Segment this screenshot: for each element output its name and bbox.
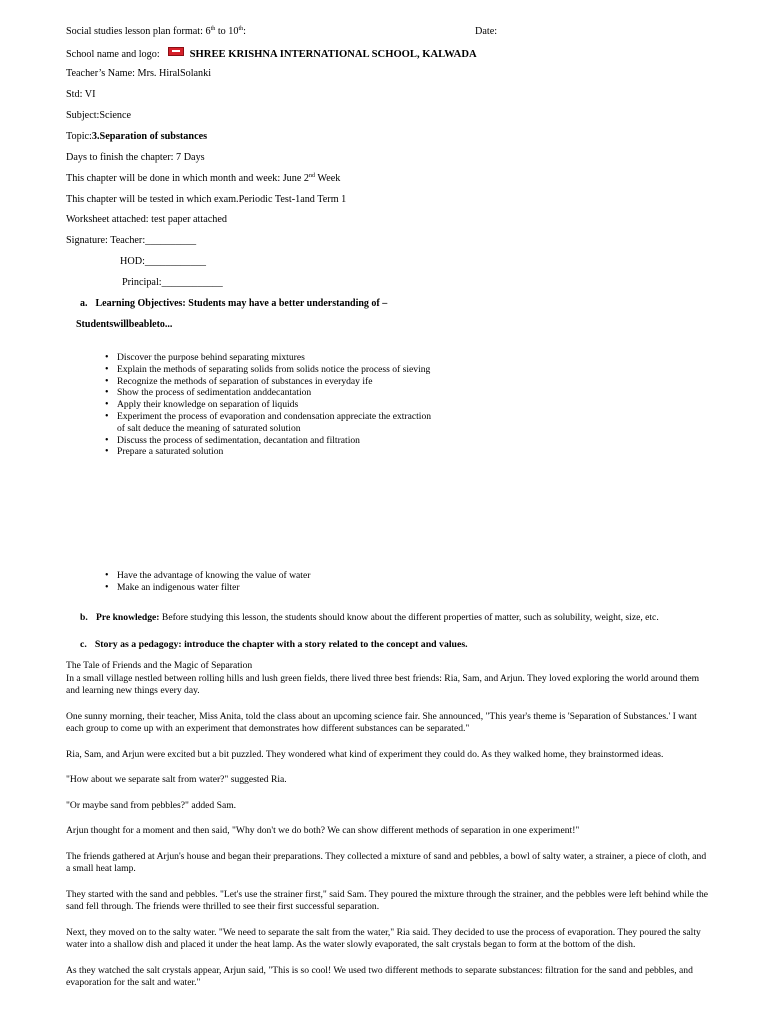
story-paragraph: They started with the sand and pebbles. "Let's use the strainer first," said Sam. They poured the mixture through the strainer, and the pebbles were left behind while the sand fell through. The friends were thrilled to see their first successful separation. (66, 888, 709, 912)
story-paragraph: As they watched the salt crystals appear, Arjun said, "This is so cool! We used two different methods to separate substances: filtration for the sand and pebbles, and evaporation for the salt and water." (66, 964, 693, 988)
list-item: • Show the process of sedimentation anddecantation (105, 387, 435, 399)
list-item: • Have the advantage of knowing the value of water (105, 570, 435, 582)
std: Std: VI (66, 89, 96, 100)
school-label: School name and logo: (66, 49, 160, 60)
topic: Topic:3.Separation of substances (66, 131, 208, 142)
list-item: • Prepare a saturated solution (105, 446, 435, 458)
subject: Subject:Science (66, 110, 132, 121)
story-paragraph: Next, they moved on to the salty water. "We need to separate the salt from the water," Ria said. They decided to use the process of evaporation. They poured the salty water into a shallow dish and placed it under the heat lamp. As the water slowly evaporated, the salt crystals began to form at the bottom of the dish. (66, 926, 701, 950)
signature-hod: HOD:____________ (120, 256, 207, 267)
story-paragraph: In a small village nestled between rolling hills and lush green fields, there lived three best friends: Ria, Sam, and Arjun. They loved exploring the world around them and learning new things every day. (66, 672, 700, 696)
story-paragraph: Ria, Sam, and Arjun were excited but a bit puzzled. They wondered what kind of experiment they could do. As they walked home, they brainstormed ideas. (66, 748, 664, 760)
list-item: • Recognize the methods of separation of substances in everyday ife (105, 376, 435, 388)
exam-line: This chapter will be tested in which exam.Periodic Test-1and Term 1 (66, 194, 347, 205)
lesson-plan-format: Social studies lesson plan format: 6th to 10th: (66, 26, 246, 37)
list-item: • Make an indigenous water filter (105, 582, 435, 594)
objectives-list-continued (105, 570, 435, 594)
school-line (66, 47, 477, 60)
objectives-subheading: Studentswillbeableto... (76, 319, 173, 330)
story-pedagogy: c. Story as a pedagogy: introduce the chapter with a story related to the concept and values. (80, 639, 468, 650)
month-week: This chapter will be done in which month and week: June 2nd Week (66, 173, 341, 184)
story-paragraph: "Or maybe sand from pebbles?" added Sam. (66, 799, 237, 811)
story-paragraph: One sunny morning, their teacher, Miss Anita, told the class about an upcoming science fair. She announced, "This year's theme is 'Separation of Substances.' I want each group to come up with an experiment that demonstrates how different substances can be separated." (66, 710, 697, 734)
story-paragraph: Arjun thought for a moment and then said, "Why don't we do both? We can show different methods of separation in one experiment!" (66, 825, 580, 836)
story-block (66, 660, 712, 990)
school-logo-icon (168, 47, 184, 56)
list-item: • Experiment the process of evaporation and condensation appreciate the extraction of salt deduce the meaning of saturated solution (105, 411, 435, 435)
story-title: The Tale of Friends and the Magic of Separation (66, 660, 253, 671)
list-item: • Explain the methods of separating solids from solids notice the process of sieving (105, 364, 435, 376)
list-item: • Discover the purpose behind separating mixtures (105, 352, 435, 364)
objectives-heading: a. Learning Objectives: Students may have a better understanding of – (80, 298, 388, 309)
worksheet-line: Worksheet attached: test paper attached (66, 214, 227, 225)
list-item: • Apply their knowledge on separation of liquids (105, 399, 435, 411)
story-paragraph: The friends gathered at Arjun's house and began their preparations. They collected a mixture of sand and pebbles, a bowl of salty water, a strainer, a piece of cloth, and a small heat lamp. (66, 850, 707, 874)
pre-knowledge: b. Pre knowledge: Before studying this lesson, the students should know about the different properties of matter, such as solubility, weight, size, etc. (80, 612, 659, 623)
list-item: • Discuss the process of sedimentation, decantation and filtration (105, 435, 435, 447)
signature-teacher: Signature: Teacher:__________ (66, 235, 197, 246)
signature-principal: Principal:____________ (122, 277, 223, 288)
date-label: Date: (475, 26, 498, 37)
teacher-name: Teacher’s Name: Mrs. HiralSolanki (66, 68, 212, 79)
days-to-finish: Days to finish the chapter: 7 Days (66, 152, 205, 163)
objectives-list (105, 352, 435, 458)
school-name: SHREE KRISHNA INTERNATIONAL SCHOOL, KALWADA (189, 49, 477, 60)
story-paragraph: "How about we separate salt from water?" suggested Ria. (66, 774, 287, 785)
